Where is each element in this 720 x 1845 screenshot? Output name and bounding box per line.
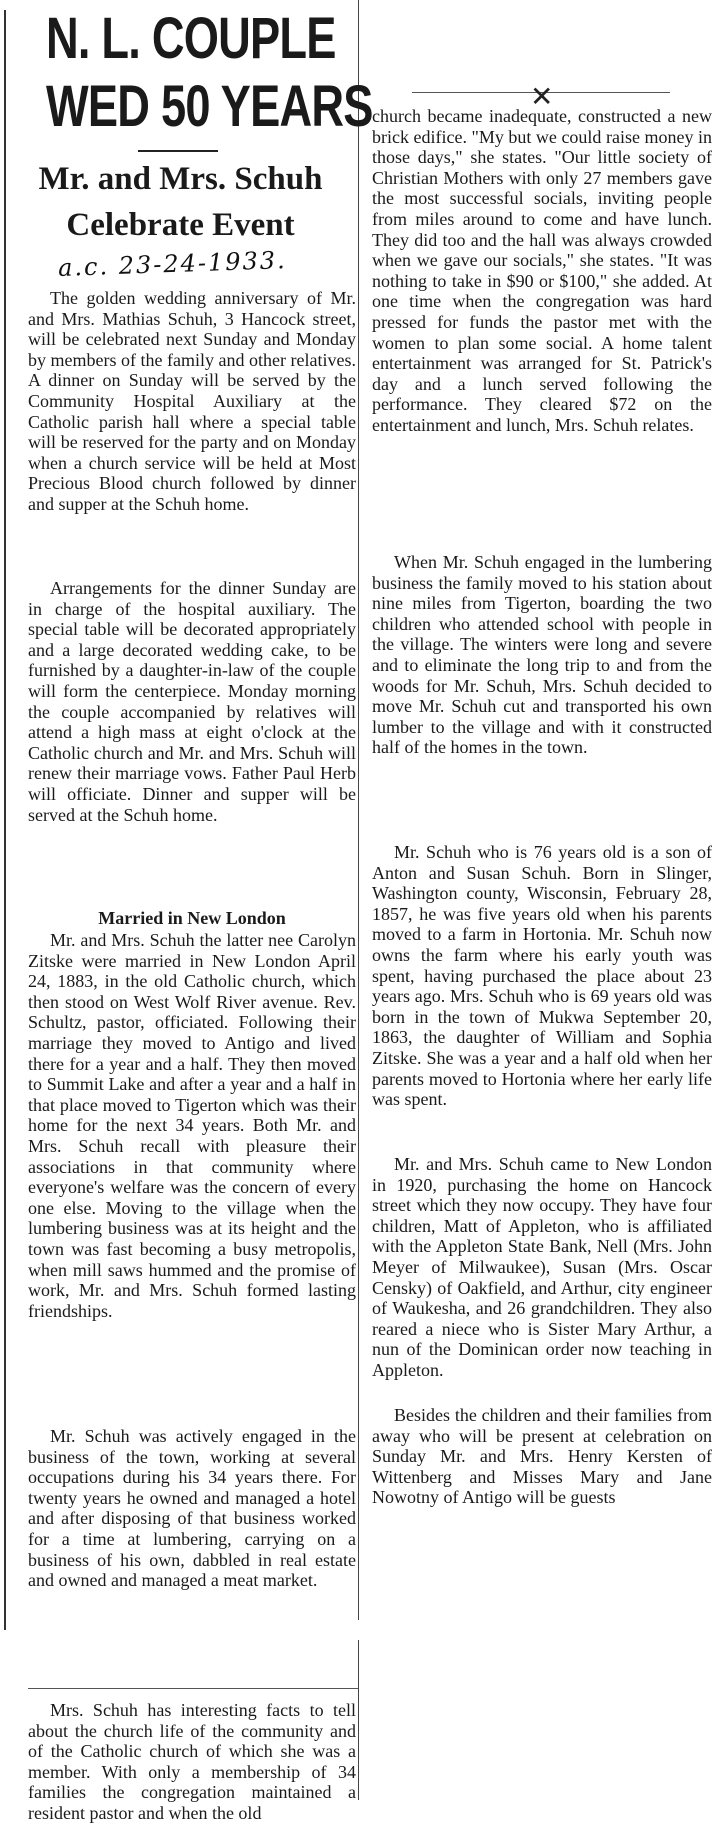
right-paragraph-2: When Mr. Schuh engaged in the lumbering business the family moved to his station about nine miles from Tigerton, boarding the two children who attended school with people in the village. The winters were long and severe and to eliminate the long trip to and from the woods for Mr. Schuh, Mrs. Schuh decided to move Mr. Schuh cut and transported his own lumber to the village and with it constructed half of the homes in the town.	[372, 552, 712, 758]
handwritten-date-annotation: a.c. 23-24-1933.	[57, 246, 288, 282]
right-paragraph-3: Mr. Schuh who is 76 years old is a son of Anton and Susan Schuh. Born in Slinger, Washington county, Wisconsin, February 28, 1857, he was five years old when his parents moved to a farm in Hortonia. Mr. Schuh now owns the farm where his early youth was spent, having purchased the place about 23 years ago. Mrs. Schuh who is 69 years old was born in the town of Mukwa September 20, 1863, the daughter of William and Sophia Zitske. She was a year and a half old when her parents moved to Hortonia where her early life was spent.	[372, 842, 712, 1110]
subhead-line-1: Mr. and Mrs. Schuh	[38, 161, 323, 197]
left-paragraph-3: Mr. and Mrs. Schuh the latter nee Carolyn Zitske were married in New London April 24, 1883, in the old Catholic church, which then stood on West Wolf River avenue. Rev. Schultz, pastor, officiated. Following their marriage they moved to Antigo and lived there for a year and a half. They then moved to Summit Lake and after a year and a half in that place moved to Tigerton which was their home for the next 34 years. Both Mr. and Mrs. Schuh recall with pleasure their associations in that community where everyone's welfare was the concern of every one else. Moving to the village when the lumbering business was at its height and the town was fast becoming a busy metropolis, when mill saws hummed and the promise of work, Mr. and Mrs. Schuh formed lasting friendships.	[28, 930, 356, 1321]
right-paragraph-4: Mr. and Mrs. Schuh came to New London in 1920, purchasing the home on Hancock street which they now occupy. They have four children, Matt of Appleton, who is affiliated with the Appleton State Bank, Nell (Mrs. John Meyer of Milwaukee), Susan (Mrs. Oscar Censky) of Oakfield, and Arthur, city engineer of Waukesha, and 26 grandchildren. They also reared a niece who is Sister Mary Arthur, a nun of the Dominican order now teaching in Appleton.	[372, 1154, 712, 1380]
headline-line-2: WED 50 YEARS	[45, 74, 373, 139]
left-paragraph-5: Mrs. Schuh has interesting facts to tell about the church life of the community and of the Catholic church of which she was a member. With only a membership of 34 families the congregation maintained a resident pastor and when the old	[28, 1700, 356, 1823]
subhead-line-2: Celebrate Event	[66, 207, 295, 243]
bottom-divider	[28, 1688, 358, 1689]
section-subtitle: Married in New London	[98, 908, 286, 928]
left-paragraph-2: Arrangements for the dinner Sunday are in charge of the hospital auxiliary. The special table will be decorated appropriately and a large decorated wedding cake, to be furnished by a daughter-in-law of the couple will form the centerpiece. Monday morning the couple accompanied by relatives will attend a high mass at eight o'clock at the Catholic church and Mr. and Mrs. Schuh will renew their marriage vows. Father Paul Herb will officiate. Dinner and supper will be served at the Schuh home.	[28, 578, 356, 825]
right-paragraph-5: Besides the children and their families from away who will be present at celebration on Sunday Mr. and Mrs. Henry Kersten of Wittenberg and Misses Mary and Jane Nowotny of Antigo will be guests	[372, 1405, 712, 1508]
headline-line-1: N. L. COUPLE	[45, 6, 336, 71]
check-mark: ✕	[530, 82, 554, 113]
right-paragraph-1: church became inadequate, constructed a new brick edifice. "My but we could raise money in those days," she states. "Our little society of Christian Mothers with only 27 members gave the most successful socials, inviting people from miles around to come and have lunch. They did too and the hall was always crowded when we gave our socials," she states. "It was nothing to take in $90 or $100," she added. At one time when the congregation was hard pressed for funds the pastor met with the women to plan some social. A home talent entertainment was arranged for St. Patrick's day and a lunch served following the performance. They cleared $72 on the entertainment and lunch, Mrs. Schuh relates.	[372, 106, 712, 435]
column-rule-left	[4, 10, 6, 1630]
left-paragraph-4: Mr. Schuh was actively engaged in the business of the town, working at several occupations during his 34 years there. For twenty years he owned and managed a hotel and after disposing of that business worked for a time at lumbering, carrying on a business of his own, dabbled in real estate and owned and managed a meat market.	[28, 1426, 356, 1591]
headline-divider	[138, 150, 218, 152]
left-paragraph-1: The golden wedding anniversary of Mr. and Mrs. Mathias Schuh, 3 Hancock street, will be celebrated next Sunday and Monday by members of the family and other relatives. A dinner on Sunday will be served by the Community Hospital Auxiliary at the Catholic parish hall where a special table will be reserved for the party and on Monday when a church service will be held at Most Precious Blood church followed by dinner and supper at the Schuh home.	[28, 288, 356, 514]
